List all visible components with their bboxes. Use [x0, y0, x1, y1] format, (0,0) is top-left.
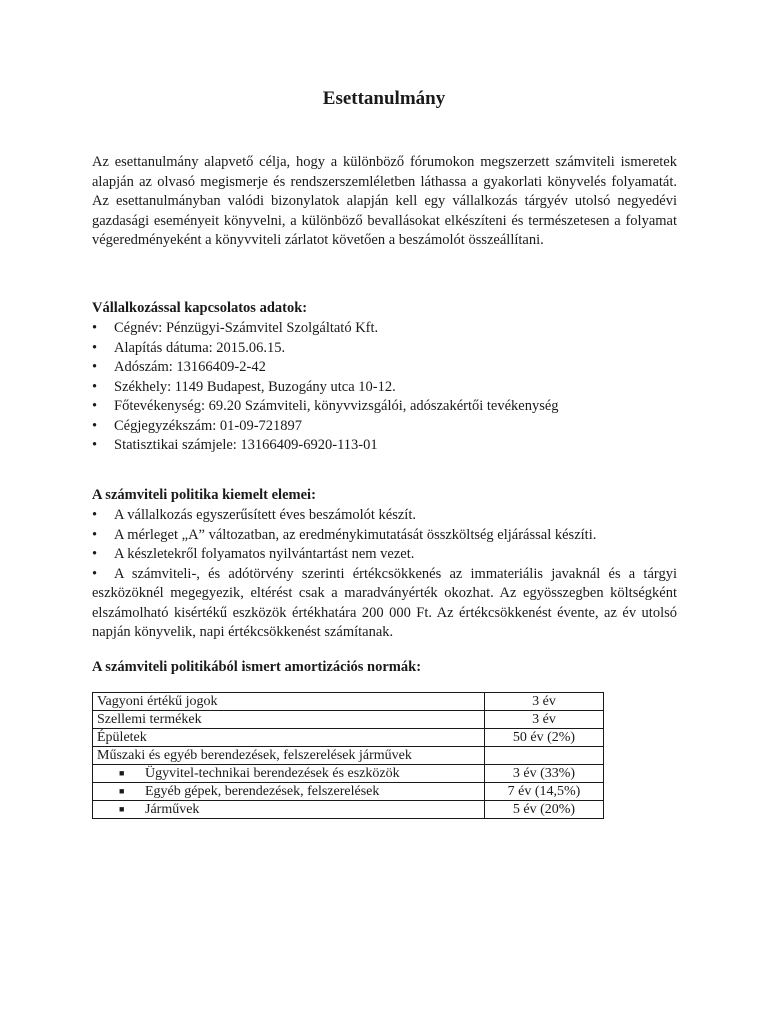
policy-heading: A számviteli politika kiemelt elemei:	[92, 487, 316, 503]
amortization-table	[92, 692, 604, 819]
row-label-indented	[93, 765, 485, 783]
policy-item: • A vállalkozás egyszerűsített éves beszámolót készít.	[92, 506, 677, 526]
row-label: Épületek	[93, 729, 485, 747]
row-value: 7 év (14,5%)	[485, 783, 604, 801]
row-value	[485, 747, 604, 765]
tax-number-item: • Adószám: 13166409-2-42	[92, 358, 677, 378]
company-data-heading: Vállalkozással kapcsolatos adatok:	[92, 300, 308, 316]
table-row	[93, 783, 604, 801]
row-label: Egyéb gépek, berendezések, felszerelések	[145, 784, 380, 799]
row-label: Vagyoni értékű jogok	[93, 693, 485, 711]
norms-heading: A számviteli politikából ismert amortizációs normák:	[92, 659, 422, 675]
row-value: 3 év (33%)	[485, 765, 604, 783]
table-row	[93, 801, 604, 819]
row-label: Műszaki és egyéb berendezések, felszerelések járművek	[93, 747, 485, 765]
policy-list	[92, 506, 677, 643]
row-label-indented	[93, 783, 485, 801]
main-activity-item: • Főtevékenység: 69.20 Számviteli, könyvvizsgálói, adószakértői tevékenység	[92, 397, 677, 417]
statistical-number-item: • Statisztikai számjele: 13166409-6920-113-01	[92, 436, 677, 456]
row-value: 3 év	[485, 693, 604, 711]
registered-office-item: • Székhely: 1149 Budapest, Buzogány utca 10-12.	[92, 378, 677, 398]
registration-number-item: • Cégjegyzékszám: 01-09-721897	[92, 417, 677, 437]
company-name-item: • Cégnév: Pénzügyi-Számvitel Szolgáltató Kft.	[92, 319, 677, 339]
table-row	[93, 693, 604, 711]
policy-item: • A számviteli-, és adótörvény szerinti értékcsökkenés az immateriális javaknál és a tárgyi eszközöknél megegyezik, eltérést csak a maradványérték okozhat. Az egyösszegben költségként elszámolható kisértékű eszközök értékhatára 200 000 Ft. Az értékcsökkenést évente, az év utolsó napján könyvelik, napi értékcsökkenést számítanak.	[92, 565, 677, 643]
policy-item: • A készletekről folyamatos nyilvántartást nem vezet.	[92, 545, 677, 565]
document-title: Esettanulmány	[322, 88, 446, 109]
row-label: Ügyvitel-technikai berendezések és eszközök	[145, 766, 400, 781]
table-row	[93, 729, 604, 747]
row-value: 5 év (20%)	[485, 801, 604, 819]
founding-date-item: • Alapítás dátuma: 2015.06.15.	[92, 339, 677, 359]
row-label-indented	[93, 801, 485, 819]
row-value: 50 év (2%)	[485, 729, 604, 747]
square-bullet-icon: ■	[119, 804, 125, 814]
square-bullet-icon: ■	[119, 768, 125, 778]
square-bullet-icon: ■	[119, 786, 125, 796]
policy-item: • A mérleget „A” változatban, az eredménykimutatását összköltség eljárással készíti.	[92, 526, 677, 546]
row-label: Szellemi termékek	[93, 711, 485, 729]
row-label: Járművek	[145, 802, 200, 817]
row-value: 3 év	[485, 711, 604, 729]
table-row	[93, 747, 604, 765]
table-row	[93, 765, 604, 783]
company-data-list	[92, 319, 677, 456]
intro-paragraph: Az esettanulmány alapvető célja, hogy a különböző fórumokon megszerzett számviteli ismeretek alapján az olvasó megismerje és rendszerszemléletben láthassa a gyakorlati könyvelés folyamatát. Az esettanulmányban valódi bizonylatok alapján kell egy vállalkozás tárgyév utolsó negyedévi gazdasági eseményeit könyvelni, a különböző bevallásokat elkészíteni és természetesen a folyamat végeredményeként a könyvviteli zárlatot követően a beszámolót összeállítani.	[92, 154, 677, 248]
table-row	[93, 711, 604, 729]
